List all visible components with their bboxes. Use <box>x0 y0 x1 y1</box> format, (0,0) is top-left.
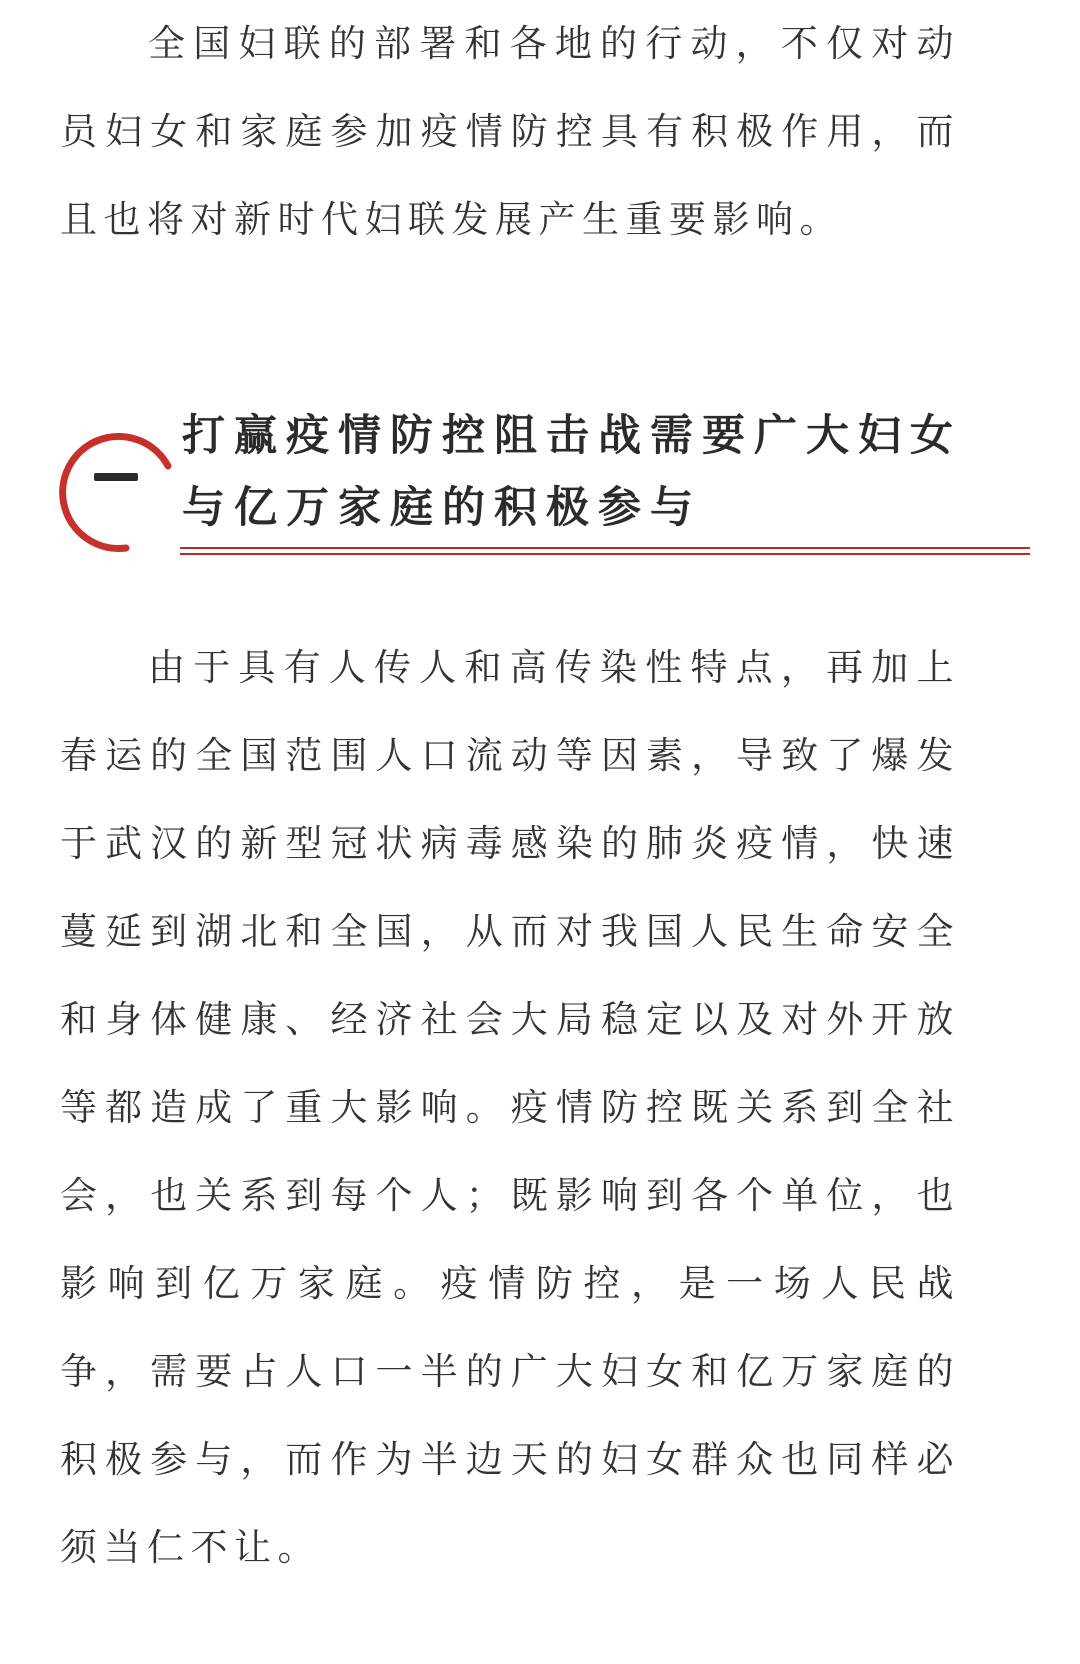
section-numeral <box>94 473 138 481</box>
brush-circle-icon <box>50 428 180 558</box>
title-underline <box>180 547 1030 549</box>
body-paragraph: 由于具有人传人和高传染性特点，再加上春运的全国范围人口流动等因素，导致了爆发于武汉的新型冠状病毒感染的肺炎疫情，快速蔓延到湖北和全国，从而对我国人民生命安全和身体健康、经济社会大局稳定以及对外开放等都造成了重大影响。疫情防控既关系到全社会，也关系到每个人；既影响到各个单位，也影响到亿万家庭。疫情防控，是一场人民战争，需要占人口一半的广大妇女和亿万家庭的积极参与，而作为半边天的妇女群众也同样必须当仁不让。 <box>60 646 960 1569</box>
section-title: 打赢疫情防控阻击战需要广大妇女与亿万家庭的积极参与 <box>182 411 962 533</box>
intro-paragraph: 全国妇联的部署和各地的行动，不仅对动员妇女和家庭参加疫情防控具有积极作用，而且也将对新时代妇联发展产生重要影响。 <box>60 22 960 241</box>
title-underline-thin <box>180 553 1030 555</box>
section-heading <box>50 400 1030 560</box>
